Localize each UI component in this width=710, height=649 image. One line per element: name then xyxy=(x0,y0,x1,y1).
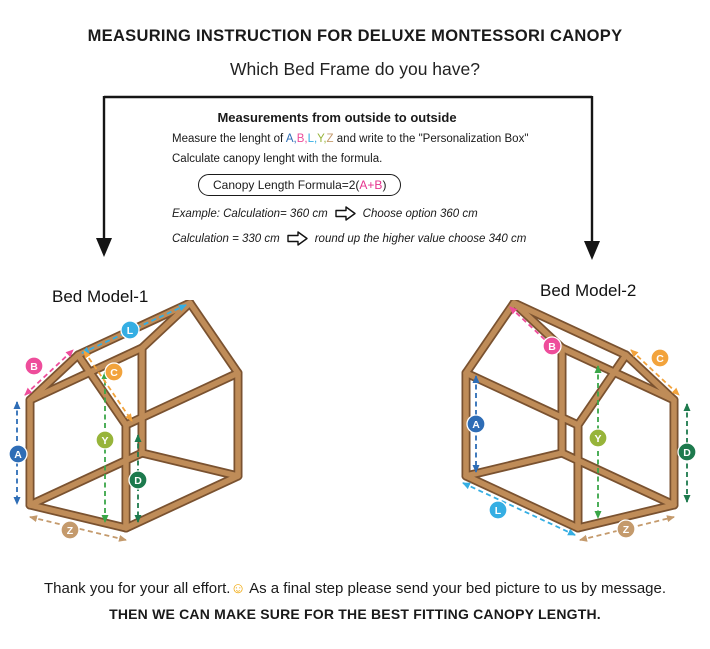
badge-b xyxy=(543,337,561,355)
block-arrow-right-icon xyxy=(335,206,356,221)
smiley-icon: ☺ xyxy=(230,580,246,597)
example-line-2 xyxy=(172,231,572,246)
formula-highlight: A+B xyxy=(359,178,383,192)
example-line-1 xyxy=(172,206,572,221)
badge-c xyxy=(651,349,669,367)
calculate-line: Calculate canopy lenght with the formula. xyxy=(172,153,383,165)
formula-box xyxy=(198,174,401,196)
badge-y xyxy=(589,429,607,447)
badge-b xyxy=(25,357,43,375)
example2-suffix: round up the higher value choose 340 cm xyxy=(314,232,527,245)
measure-arrow-l xyxy=(463,483,575,535)
svg-text:B: B xyxy=(548,341,556,353)
bed-model-1-label: Bed Model-1 xyxy=(52,287,149,306)
badge-l xyxy=(121,321,139,339)
example1-prefix: Example: Calculation= 360 cm xyxy=(172,207,328,220)
bed-model-2-illustration xyxy=(446,300,696,555)
letter-b: B, xyxy=(296,133,308,145)
letter-z: Z xyxy=(326,133,334,145)
bed-model-1-illustration xyxy=(8,300,258,555)
svg-text:C: C xyxy=(656,353,664,365)
svg-text:B: B xyxy=(30,361,38,373)
measure-suffix: and write to the "Personalization Box" xyxy=(333,133,529,145)
badge-z xyxy=(617,520,635,538)
bed-model-2-label: Bed Model-2 xyxy=(540,281,637,300)
badge-d xyxy=(129,471,147,489)
svg-text:L: L xyxy=(126,325,134,337)
page-title: MEASURING INSTRUCTION FOR DELUXE MONTESSORI CANOPY xyxy=(87,27,623,45)
measure-line xyxy=(172,133,572,145)
formula-suffix: ) xyxy=(382,178,387,192)
thanks-prefix: Thank you for your all effort. xyxy=(43,580,231,597)
down-arrow-icon xyxy=(96,238,112,257)
down-arrow-icon xyxy=(584,241,600,260)
svg-text:C: C xyxy=(110,367,118,379)
formula-prefix: Canopy Length Formula=2( xyxy=(213,178,360,192)
svg-text:A: A xyxy=(14,449,22,461)
badge-c xyxy=(105,363,123,381)
example1-suffix: Choose option 360 cm xyxy=(362,207,478,220)
letter-y: Y, xyxy=(317,133,327,145)
badge-a xyxy=(9,445,27,463)
block-arrow-right-icon xyxy=(287,231,308,246)
badge-z xyxy=(61,521,79,539)
svg-text:L: L xyxy=(494,505,502,517)
svg-text:D: D xyxy=(134,475,142,487)
bed-frame xyxy=(466,303,674,528)
thanks-suffix: As a final step please send your bed picture to us by message. xyxy=(245,580,667,597)
badge-a xyxy=(467,415,485,433)
thank-you-line xyxy=(0,580,710,597)
svg-text:Z: Z xyxy=(622,524,630,536)
svg-text:A: A xyxy=(472,419,480,431)
badge-y xyxy=(96,431,114,449)
svg-text:Y: Y xyxy=(101,435,109,447)
svg-text:Z: Z xyxy=(66,525,74,537)
measure-prefix: Measure the lenght of xyxy=(172,133,286,145)
letter-l: L, xyxy=(307,133,318,145)
instruction-heading: Measurements from outside to outside xyxy=(217,110,457,125)
instruction-panel xyxy=(172,110,572,246)
final-note-line: THEN WE CAN MAKE SURE FOR THE BEST FITTING CANOPY LENGTH. xyxy=(109,606,601,622)
svg-text:D: D xyxy=(683,447,691,459)
badge-l xyxy=(489,501,507,519)
badge-d xyxy=(678,443,696,461)
letter-a: A, xyxy=(285,133,297,145)
page-subtitle: Which Bed Frame do you have? xyxy=(230,59,480,79)
svg-text:Y: Y xyxy=(594,433,602,445)
example2-prefix: Calculation = 330 cm xyxy=(172,232,280,245)
